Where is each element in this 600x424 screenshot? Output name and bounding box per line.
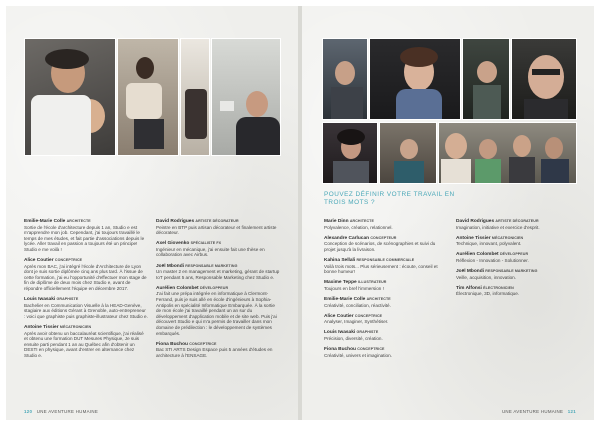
member-bio: Après mon BAC, j'ai intégré l'école d'Architecture de Lyon dont je suis sortie diplômée cinq ans plus tard. À l'issue de cette formation, j'ai eu l'opportunité d'effectuer mon stage de fin de diplôme de deux mois chez Studio e, avant de répondre officiellement l'équipe en décembre 2017. <box>24 263 147 292</box>
answer-entry <box>324 218 448 230</box>
member-answer: Créativité, conciliation, réactivité. <box>324 302 391 308</box>
team-photo-office <box>379 122 437 184</box>
team-photo-sitting <box>117 38 179 156</box>
member-role: GRAPHISTE <box>56 297 79 302</box>
member-role: ARCHITECTE <box>366 296 391 301</box>
member-role: CONCEPTRICE <box>189 341 217 346</box>
left-page <box>6 6 298 420</box>
member-name: Maxime Teppe <box>324 280 357 286</box>
member-name: Alice Coutier <box>24 258 54 264</box>
member-role: DÉVELOPPEUR <box>199 285 229 290</box>
answer-entry <box>456 235 580 247</box>
bio-entry <box>156 218 280 236</box>
bio-entry <box>156 263 280 281</box>
bio-entry <box>24 296 148 319</box>
page-number: 120 <box>24 409 33 414</box>
member-role: RESPONSABLE COMMERCIALE <box>356 257 415 262</box>
folio-label: UNE AVENTURE HUMAINE <box>36 409 99 414</box>
member-role: ARTISTE DÉCORATEUR <box>195 219 239 223</box>
member-bio: Peintre en BTP puis artisan décorateur et finalement artiste décorateur. <box>156 224 277 236</box>
member-name: Alice Coutier <box>324 313 354 319</box>
member-name: Alexandre Carlucan <box>324 235 370 241</box>
member-name: David Rodrigues <box>156 219 195 224</box>
answer-entry <box>324 279 448 291</box>
page-folio-right <box>502 409 576 414</box>
answer-entry <box>456 268 580 280</box>
bio-entry <box>24 218 148 253</box>
member-role: RESPONSABLE MARKETING <box>485 269 538 274</box>
member-role: DÉVELOPPEUR <box>499 252 529 257</box>
right-page <box>302 6 594 420</box>
member-name: Tim Alfonsi <box>456 285 482 291</box>
member-bio: Ingénieur en mécanique, j'ai ensuite fait une thèse en collaboration avec Airbus. <box>156 246 265 258</box>
member-answer: Précision, diversité, création. <box>324 335 383 341</box>
member-answer: Toujours en bref l'immersion ! <box>324 285 384 291</box>
team-photo-selfie-woman <box>369 38 461 120</box>
member-bio: Sortie de l'école d'architecture depuis 1 an, Studio e est m'apprendre mon job. Cependant, j'ai toujours travaillé le temps de mes études, et fait partie d'associations depuis le lycée. Aller travail en passion a toujours été un principe! Studio e me voilà ! <box>24 224 145 252</box>
team-photo-car <box>322 38 368 120</box>
member-name: Antoine Tissier <box>456 235 491 241</box>
member-bio: Un master 2 en management et marketing, gérant de startup IoT pendant 5 ans, Responsable Marketing chez Studio e. <box>156 269 280 280</box>
member-name: Emilie-Marie Colle <box>324 296 366 302</box>
member-role: CONCEPTEUR <box>370 235 397 240</box>
member-role: CONCEPTRICE <box>354 313 383 318</box>
member-role: ARCHITECTE <box>66 219 91 223</box>
bio-entry <box>24 324 148 359</box>
team-photo-group-outdoor <box>438 122 577 184</box>
bio-entry <box>156 285 280 336</box>
member-bio: Bac STI ARTS Design Espace puis 5 années d'études en architecture à l'ENSAGE. <box>156 347 273 358</box>
member-bio: Bachelier en Communication Visuelle à la HEAD-Genève, stagiaire aux éditions Gérant à Grenoble, auto-entrepreneur : voici que graphiste puis graphiste-illustrateur chez Studio e. <box>24 302 148 319</box>
left-text-column-1 <box>24 218 148 363</box>
member-answer: Conception de scénarios, de scénographies et suivi du projet jusqu'à la livraison. <box>324 241 436 252</box>
answer-entry <box>324 329 448 341</box>
team-photo-chair <box>180 38 210 156</box>
right-text-column-2 <box>456 218 580 301</box>
member-answer: Électronique, 3D, informatique. <box>456 291 520 297</box>
member-name: Fiona Buchou <box>324 347 356 352</box>
member-name: Joël Mbondi <box>456 269 484 275</box>
member-bio: Après avoir obtenu un baccalauréat scientifique, j'ai réalisé et obtenu une formation DUT Mesures Physique, Je suis ensuite parti pendant 1 an au Québec afin d'obtenir un DESTI en physique, avant d'entrer en alternance chez Studio e. <box>24 330 144 358</box>
page-folio-left <box>24 409 98 414</box>
member-answer: Créativité, univers et imagination. <box>324 352 392 358</box>
answer-entry <box>324 257 448 275</box>
member-answer: Technique, innovant, polyvalent. <box>456 241 522 247</box>
answer-entry <box>324 235 448 253</box>
member-name: Axel Giovenko <box>156 241 190 247</box>
member-name: Aurélien Colombet <box>156 285 199 291</box>
member-name: Louis Iwasaki <box>324 330 356 336</box>
answer-entry <box>456 218 580 230</box>
member-answer: Veille, acquisition, innovation. <box>456 274 517 280</box>
team-photo-glasses <box>511 38 577 120</box>
team-photo-group-selfie <box>24 38 116 156</box>
member-name: Aurélien Colombet <box>456 252 499 258</box>
answer-entry <box>456 285 580 297</box>
team-photo-woman-dark <box>322 122 378 184</box>
member-role: ÉLECTRONICIEN <box>483 285 514 290</box>
member-name: Marie Dinn <box>324 219 349 224</box>
answer-entry <box>456 251 580 263</box>
member-role: ARTISTE DÉCORATEUR <box>495 219 539 223</box>
folio-label: UNE AVENTURE HUMAINE <box>501 409 564 414</box>
member-role: MÉCATRONICIEN <box>491 235 524 240</box>
member-name: Kahina Sellali <box>324 257 356 263</box>
member-answer: Analyser, Imaginer, Synthétiser. <box>324 319 389 325</box>
bio-entry <box>24 257 148 292</box>
member-answer: Polyvalence, création, relationnel. <box>324 224 393 230</box>
team-photo-portrait <box>211 38 281 156</box>
member-name: Louis Iwasaki <box>24 297 56 303</box>
page-number: 121 <box>567 409 576 414</box>
member-role: CONCEPTRICE <box>357 347 385 351</box>
member-name: Fiona Buchou <box>156 341 188 347</box>
answer-entry <box>324 313 448 325</box>
left-text-column-2 <box>156 218 280 363</box>
member-name: Antoine Tissier <box>24 325 59 330</box>
member-name: David Rodrigues <box>456 219 495 224</box>
bio-entry <box>156 240 280 258</box>
member-answer: Voilà trois mots... Plus sérieusement : écoute, conseil et bonne humeur! <box>324 263 438 275</box>
team-photo-kitchen <box>462 38 510 120</box>
member-role: CONCEPTRICE <box>54 258 83 263</box>
member-answer: Imagination, initiative et exercice d'esprit. <box>456 224 540 230</box>
right-text-column-1 <box>324 218 448 363</box>
answer-entry <box>324 346 448 358</box>
member-role: ARCHITECTE <box>349 219 374 223</box>
member-role: MÉCATRONICIEN <box>59 325 92 329</box>
answer-entry <box>324 296 448 308</box>
member-name: Joël Mbondi <box>156 263 184 269</box>
member-bio: J'ai fait une prépa intégrée en informatique à Clermont-Ferrand, puis je suis allé en école d'ingénieurs à Sophia-Antipolis en spécialité Informatique Embarquée. À la sortie de mon école j'ai travaillé pendant un an sur du développement d'application mobile et de site web. Puis j'ai découvert Studio e qui m'a permis de travailler dans mon domaine de prédilection : le développement de systèmes embarqués. <box>156 291 277 336</box>
member-role: GRAPHISTE <box>356 330 379 335</box>
member-answer: Réflexion - Innovation - Solutionner. <box>456 257 529 263</box>
member-role: RESPONSABLE MARKETING <box>185 263 238 268</box>
bio-entry <box>156 341 280 359</box>
section-question: POUVEZ DÉFINIR VOTRE TRAVAIL EN TROIS MOTS ? <box>324 191 455 206</box>
member-name: Emilie-Marie Colle <box>24 219 66 224</box>
member-role: SPÉCIALISTE FX <box>190 241 222 246</box>
member-role: ILLUSTRATEUR <box>357 280 387 285</box>
